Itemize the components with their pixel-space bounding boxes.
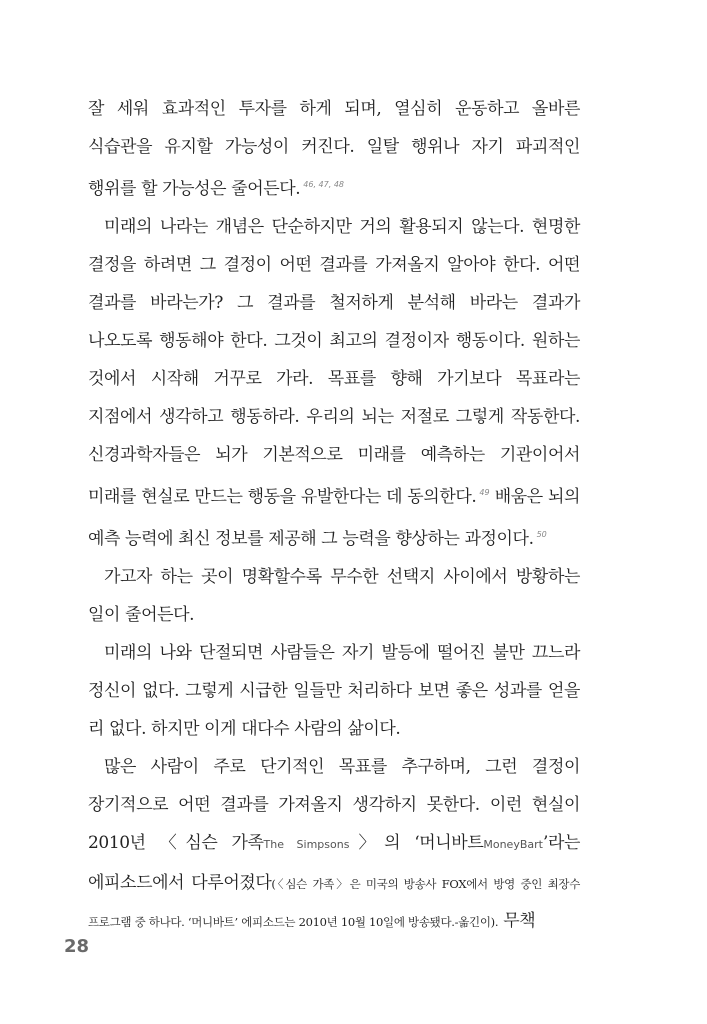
paragraph-1 [88,90,580,208]
paragraph-5-text-c: ’라는 에피소드에서 다루어졌다 [88,833,581,893]
paragraph-2-text: 미래의 나라는 개념은 단순하지만 거의 활용되지 않는다. 현명한 결정을 하려면 그 결정이 어떤 결과를 가져올지 알아야 한다. 어떤 결과를 바라는가? 그 결과를 철저하게 분석해 바라는 결과가 나오도록 행동해야 한다. 그것이 최고의 결정이자 행동이다. 원하는 것에서 시작해 거꾸로 가라. 목표를 향해 가기보다 목표라는 지점에서 생각하고 행동하라. 우리의 뇌는 저절로 그렇게 작동한다. 신경과학자들은 뇌가 기본적으로 미래를 예측하는 기관이어서 미래를 현실로 만드는 행동을 유발한다는 데 동의한다. [88,217,580,507]
footnote-ref-46-47-48: 46, 47, 48 [303,180,344,189]
translator-note: (〈심슨 가족〉은 미국의 방송사 FOX에서 방영 중인 최장수 프로그램 중 하나다. ‘머니바트’ 에피소드는 2010년 10월 10일에 방송됐다.-옮긴이). [88,877,581,929]
paragraph-4 [88,634,580,748]
paragraph-5-text-a: 많은 사람이 주로 단기적인 목표를 추구하며, 그런 결정이 장기적으로 어떤 결과를 가져올지 생각하지 못한다. 이런 현실이 2010년 〈심슨 가족 [88,757,580,853]
paragraph-2-text-2: 배움은 뇌의 예측 능력에 최신 정보를 제공해 그 능력을 향상하는 과정이다. [88,487,580,549]
paragraph-1-text: 잘 세워 효과적인 투자를 하게 되며, 열심히 운동하고 올바른 식습관을 유지할 가능성이 커진다. 일탈 행위나 자기 파괴적인 행위를 할 가능성은 줄어든다. [88,99,580,199]
latin-title-moneybart: MoneyBart [483,838,543,851]
paragraph-3-text: 가고자 하는 곳이 명확할수록 무수한 선택지 사이에서 방황하는 일이 줄어든다. [88,567,580,625]
page-body [88,90,580,940]
paragraph-5-text-b: 〉의 ‘머니바트 [349,833,484,853]
paragraph-2 [88,208,580,558]
page-number: 28 [64,936,90,957]
footnote-ref-49: 49 [479,488,490,497]
paragraph-5 [88,748,580,940]
latin-title-simpsons: The Simpsons [263,838,350,851]
footnote-ref-50: 50 [536,530,547,539]
paragraph-3 [88,558,580,634]
paragraph-4-text: 미래의 나와 단절되면 사람들은 자기 발등에 떨어진 불만 끄느라 정신이 없다. 그렇게 시급한 일들만 처리하다 보면 좋은 성과를 얻을 리 없다. 하지만 이게 대다수 사람의 삶이다. [88,643,580,739]
paragraph-5-text-d: 무책 [503,911,536,931]
